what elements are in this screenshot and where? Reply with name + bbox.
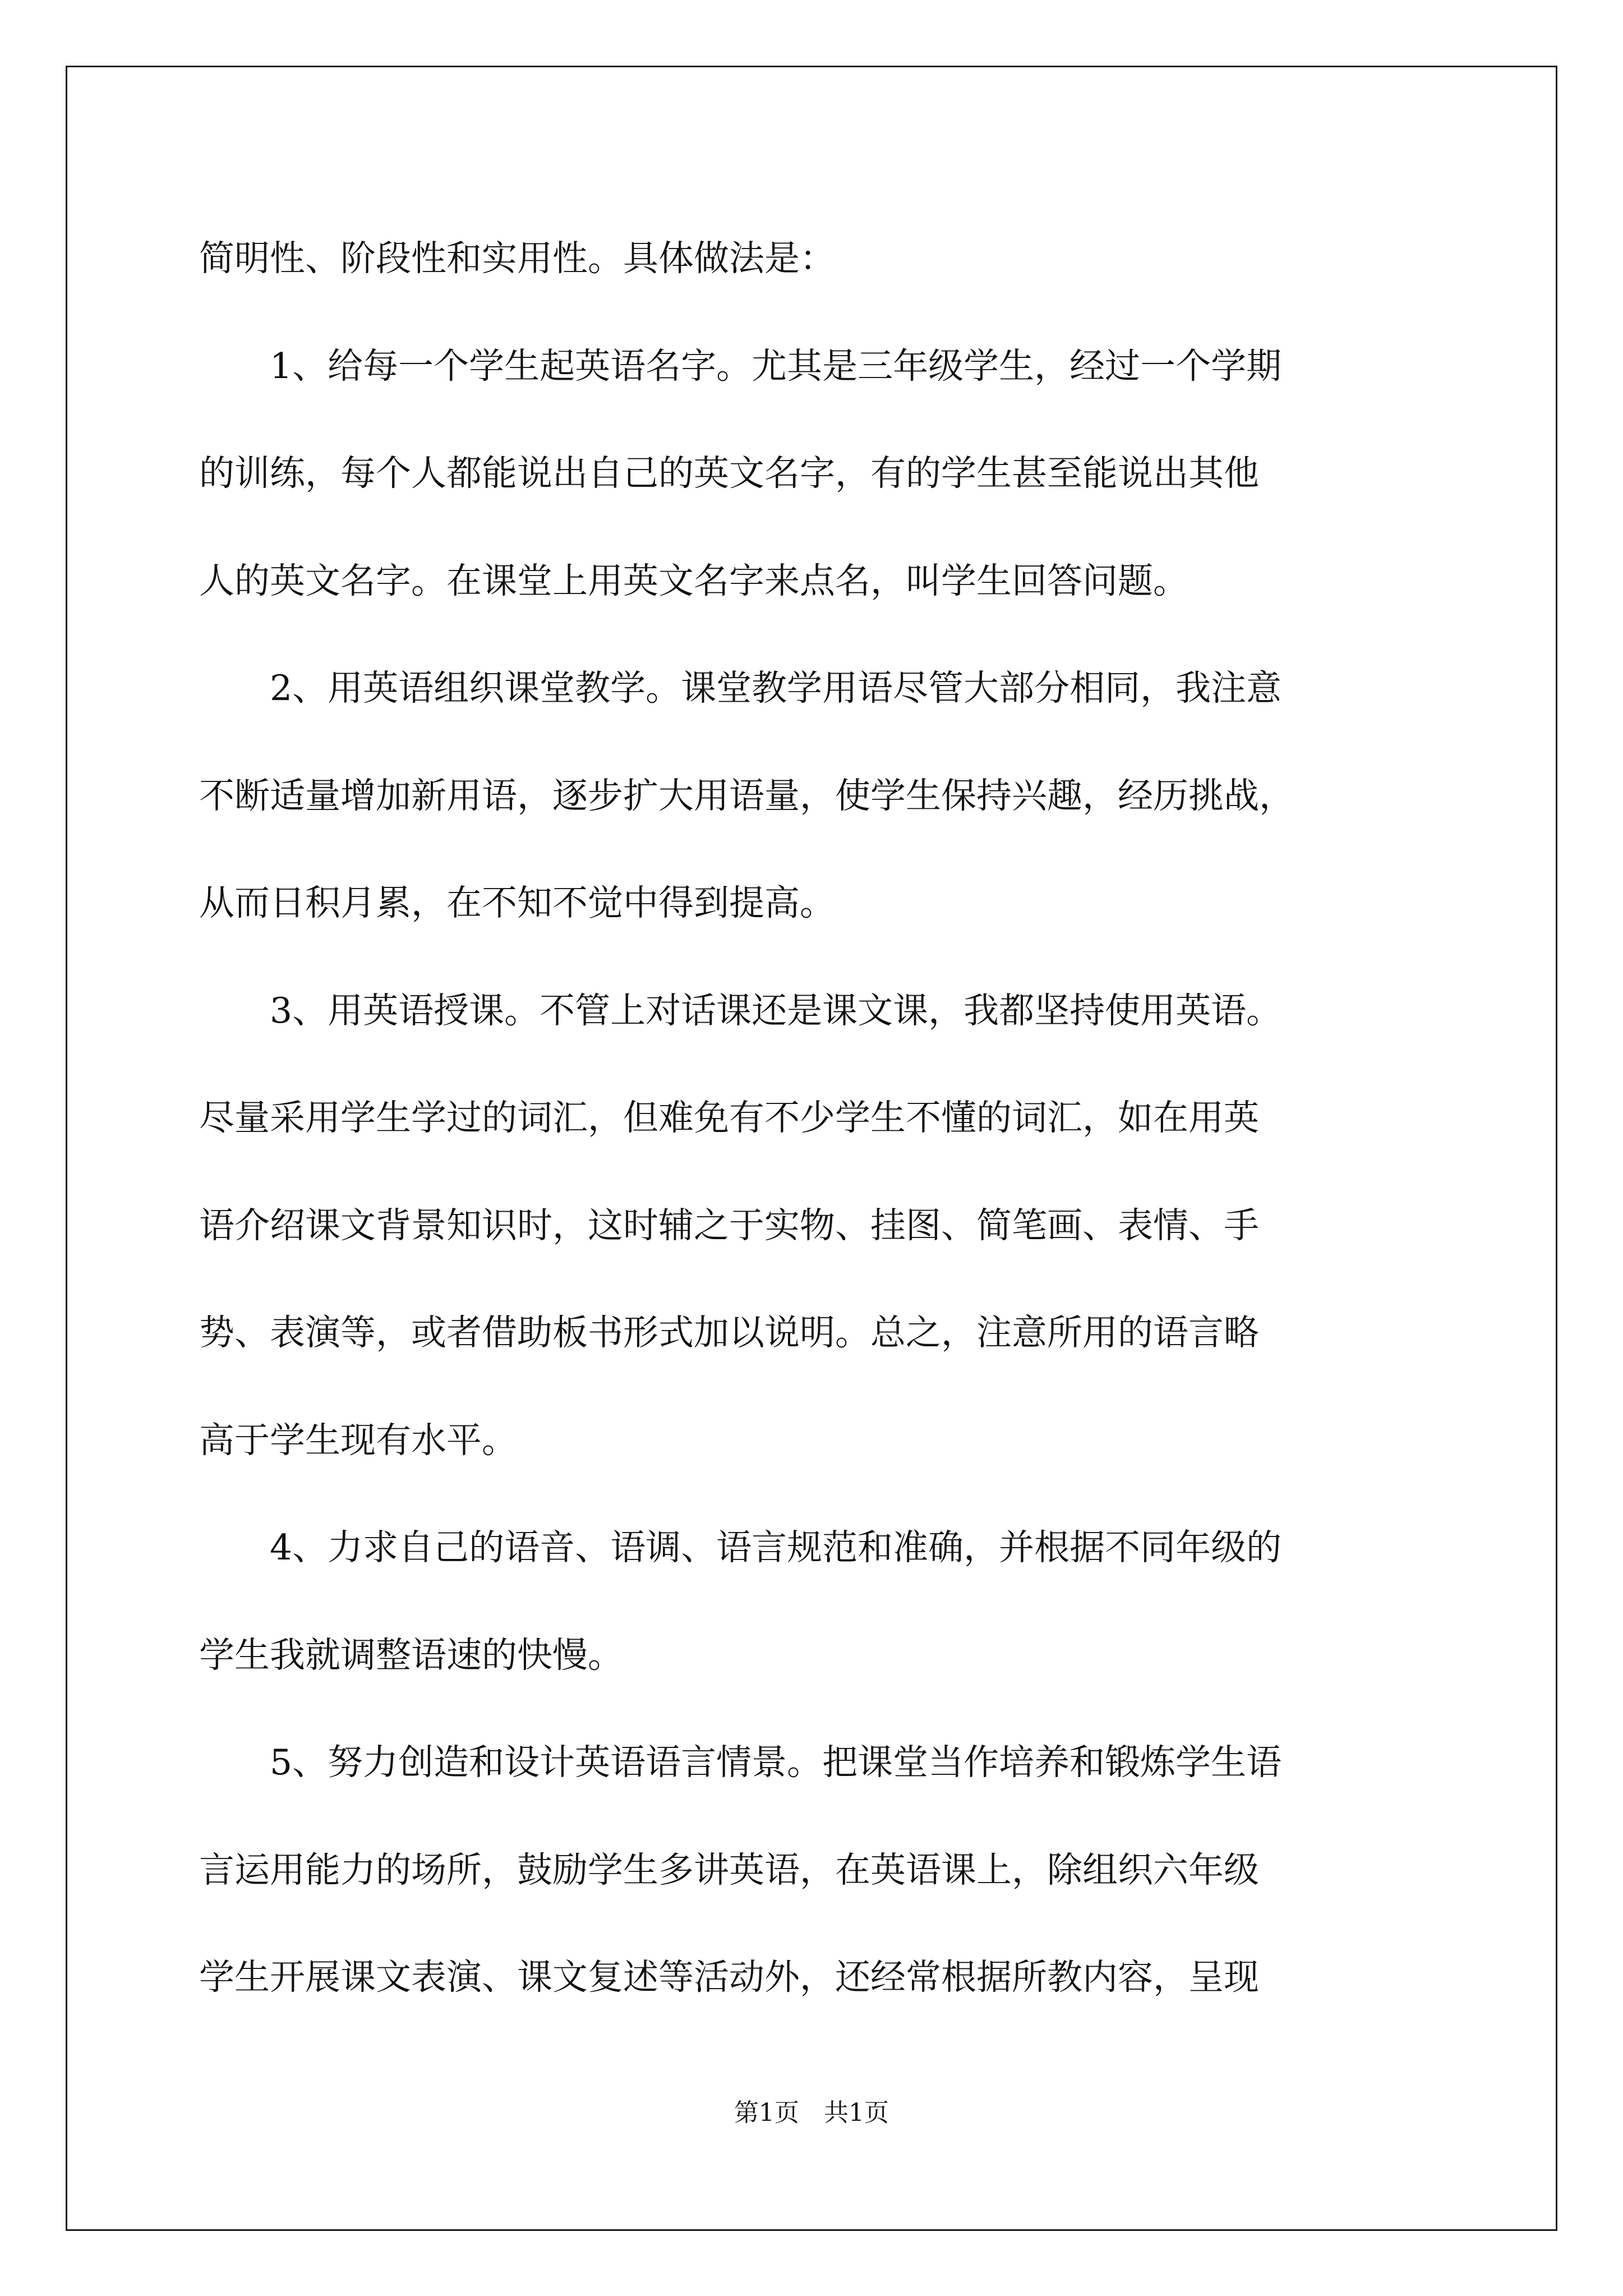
text-line: 尽量采用学生学过的词汇，但难免有不少学生不懂的词汇，如在用英 (199, 1097, 1259, 1138)
text-line: 势、表演等，或者借助板书形式加以说明。总之，注意所用的语言略 (199, 1312, 1259, 1353)
text-line: 语介绍课文背景知识时，这时辅之于实物、挂图、简笔画、表情、手 (199, 1204, 1259, 1246)
text-line: 学生我就调整语速的快慢。 (199, 1634, 623, 1676)
text-line: 高于学生现有水平。 (199, 1419, 517, 1461)
text-line: 1、给每一个学生起英语名字。尤其是三年级学生，经过一个学期 (270, 345, 1282, 386)
text-line: 简明性、阶段性和实用性。具体做法是： (199, 238, 835, 279)
text-line: 3、用英语授课。不管上对话课还是课文课，我都坚持使用英语。 (270, 990, 1282, 1031)
text-line: 4、力求自己的语音、语调、语言规范和准确，并根据不同年级的 (270, 1527, 1282, 1568)
text-line: 的训练，每个人都能说出自己的英文名字，有的学生甚至能说出其他 (199, 453, 1259, 494)
text-line: 言运用能力的场所，鼓励学生多讲英语，在英语课上，除组织六年级 (199, 1849, 1259, 1890)
text-line: 从而日积月累，在不知不觉中得到提高。 (199, 882, 835, 923)
text-line: 不断适量增加新用语，逐步扩大用语量，使学生保持兴趣，经历挑战， (199, 775, 1294, 816)
text-line: 学生开展课文表演、课文复述等活动外，还经常根据所教内容，呈现 (199, 1957, 1259, 1998)
total-pages: 共1页 (824, 2099, 889, 2127)
text-line: 2、用英语组织课堂教学。课堂教学用语尽管大部分相同，我注意 (270, 668, 1282, 708)
page-number: 第1页 (734, 2099, 799, 2127)
text-line: 人的英文名字。在课堂上用英文名字来点名，叫学生回答问题。 (199, 560, 1188, 601)
page-footer (0, 2092, 1623, 2128)
document-body (199, 205, 1433, 2031)
text-line: 5、努力创造和设计英语语言情景。把课堂当作培养和锻炼学生语 (270, 1742, 1282, 1783)
